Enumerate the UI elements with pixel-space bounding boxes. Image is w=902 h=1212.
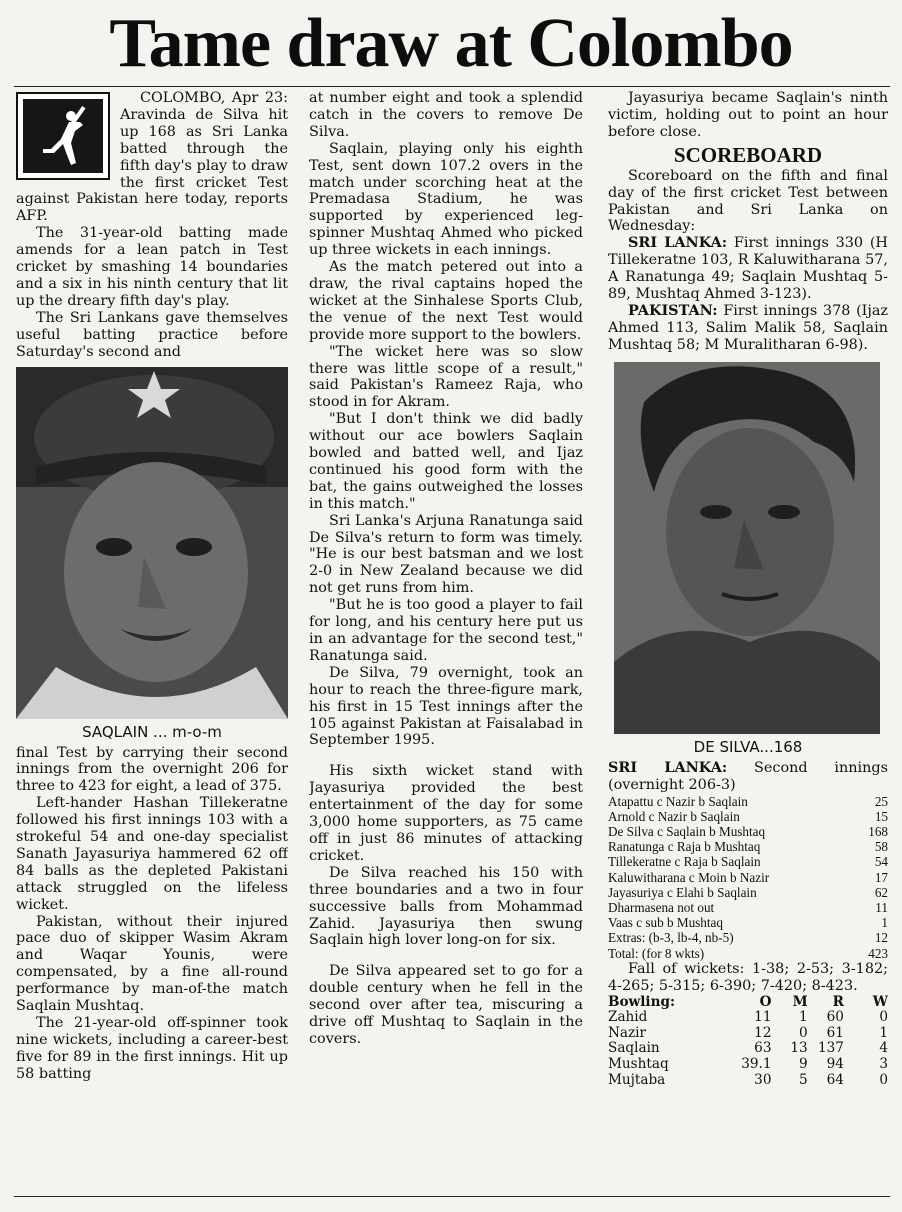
- batting-row: [608, 900, 888, 915]
- batting-row: [608, 870, 888, 885]
- runs-conceded: 64: [826, 1071, 844, 1088]
- bowling-label: Bowling:: [608, 993, 675, 1010]
- paragraph: Sri Lanka's Arjuna Ranatunga said De Silva's return to form was timely. "He is our best batsman and we lost 2-0 in New Zealand because we did not get runs from him.: [309, 512, 583, 597]
- batting-scorecard: [608, 794, 888, 961]
- batsman-entry: Tillekeratne c Raja b Saqlain: [608, 854, 761, 870]
- batsman-entry: Arnold c Nazir b Saqlain: [608, 808, 740, 824]
- paragraph: De Silva appeared set to go for a double century when he fell in the second over after tea, miscuring a drive off Mushtaq to Saqlain in the covers.: [309, 963, 583, 1047]
- overs: 12: [754, 1024, 772, 1041]
- paragraph: COLOMBO, Apr 23: Aravinda de Silva hit up 168 as Sri Lanka batted through the fifth day's play to draw the first cricket Test against Pakistan here today, reports AFP.: [16, 90, 288, 225]
- column-1: [16, 90, 288, 1194]
- paragraph: at number eight and took a splendid catch in the covers to remove De Silva.: [309, 90, 583, 140]
- wickets: 4: [879, 1040, 888, 1057]
- runs: 168: [868, 823, 888, 839]
- batsman-entry: Kaluwitharana c Moin b Nazir: [608, 869, 770, 885]
- bowling-figures: [608, 995, 888, 1089]
- innings-summary: Second innings (overnight 206-3): [608, 759, 888, 793]
- wickets: 0: [879, 1009, 888, 1026]
- maidens: 13: [790, 1040, 808, 1057]
- overs: 30: [754, 1071, 772, 1088]
- runs: 62: [874, 884, 888, 900]
- runs: 54: [874, 854, 888, 870]
- wickets: 0: [879, 1071, 888, 1088]
- maidens-header: M: [792, 993, 808, 1010]
- overs: 63: [754, 1040, 772, 1057]
- runs: 1: [881, 915, 888, 931]
- bottom-rule: [14, 1196, 890, 1197]
- maidens: 1: [799, 1009, 808, 1026]
- runs: 423: [868, 945, 888, 961]
- batting-row: [608, 839, 888, 854]
- bowling-header-row: [608, 995, 888, 1011]
- paragraph: final Test by carrying their second innings from the overnight 206 for three to 423 for eight, a lead of 375.: [16, 744, 288, 795]
- paragraph: "The wicket here was so slow there was little scope of a result," said Pakistan's Rameez Raja, who stood in for Akram.: [309, 343, 583, 411]
- batting-row: [608, 930, 888, 945]
- bowler-name: Nazir: [608, 1024, 647, 1041]
- bowler-name: Zahid: [608, 1009, 648, 1026]
- batsman-entry: Jayasuriya c Elahi b Saqlain: [608, 884, 757, 900]
- runs-conceded: 61: [826, 1024, 844, 1041]
- scoreboard-heading: SCOREBOARD: [673, 142, 823, 167]
- paragraph: Jayasuriya became Saqlain's ninth victim, holding out to point an hour before close.: [608, 90, 888, 140]
- batting-row: [608, 946, 888, 961]
- maidens: 5: [799, 1071, 808, 1088]
- pakistan-first-innings: [608, 303, 888, 354]
- batting-row: [608, 915, 888, 930]
- runs: 11: [875, 899, 888, 915]
- runs-conceded: 137: [817, 1040, 844, 1057]
- bowling-row: [608, 1010, 888, 1026]
- top-rule: [14, 86, 890, 87]
- paragraph: "But I don't think we did badly without our ace bowlers Saqlain bowled and batted well, and Ijaz continued his good form with the bat, the gains outweighed the losses in this match.": [309, 411, 583, 512]
- batting-row: [608, 885, 888, 900]
- paragraph: De Silva reached his 150 with three boundaries and a two in four successive balls from Mohammad Zahid. Jayasuriya then swung Saqlain high lover long-on for six.: [309, 864, 583, 949]
- batsman-entry: Extras: (b-3, lb-4, nb-5): [608, 930, 734, 946]
- bowling-row: [608, 1041, 888, 1057]
- paragraph: Pakistan, without their injured pace duo of skipper Wasim Akram and Waqar Younis, were compensated, by a fine all-round performance by man-of-the match Saqlain Mushtaq.: [16, 913, 288, 1015]
- wickets: 3: [879, 1055, 888, 1072]
- bowling-row: [608, 1026, 888, 1042]
- batsman-entry: Atapattu c Nazir b Saqlain: [608, 793, 748, 809]
- batsman-entry: De Silva c Saqlain b Mushtaq: [608, 823, 766, 839]
- runs: 58: [874, 839, 888, 855]
- sri-lanka-second-innings: [608, 760, 888, 794]
- overs-header: O: [759, 993, 772, 1010]
- batting-row: [608, 854, 888, 869]
- wickets: 1: [879, 1024, 888, 1041]
- paragraph: "But he is too good a player to fail for long, and his century here put us in an advantage for the second test," Ranatunga said.: [309, 597, 583, 664]
- batsman-entry: Ranatunga c Raja b Mushtaq: [608, 839, 761, 855]
- batsman-entry: Vaas c sub b Mushtaq: [608, 915, 724, 931]
- column-2: [309, 90, 583, 1194]
- paragraph: Scoreboard on the fifth and final day of the first cricket Test between Pakistan and Sri Lanka on Wednesday:: [608, 167, 888, 235]
- runs-conceded: 60: [826, 1009, 844, 1026]
- paragraph: His sixth wicket stand with Jayasuriya provided the best entertainment of the day for some 3,000 home supporters, as 75 came off in just 86 minutes of attacking cricket.: [309, 763, 583, 864]
- cricket-batsman-icon: [16, 92, 110, 180]
- team-label: SRI LANKA:: [608, 758, 728, 776]
- photo-caption: DE SILVA...168: [693, 737, 803, 756]
- paragraph: The 21-year-old off-spinner took nine wickets, including a career-best five for 89 in the first innings. Hit up 58 batting: [16, 1015, 288, 1082]
- batsman-entry: Dharmasena not out: [608, 899, 715, 915]
- headline: Tame draw at Colombo: [109, 5, 793, 82]
- paragraph: As the match petered out into a draw, the rival captains hoped the wicket at the Sinhalese Sports Club, the venue of the next Test would provide more support to the bowlers.: [309, 259, 583, 343]
- runs-conceded: 94: [826, 1055, 844, 1072]
- innings-summary: First innings 330 (H Tillekeratne 103, R Kaluwitharana 57, A Ranatunga 49; Saqlain Mushtaq 5-89, Mushtaq Ahmed 3-123).: [608, 235, 888, 303]
- batting-row: [608, 794, 888, 809]
- team-label: PAKISTAN:: [628, 301, 718, 319]
- saqlain-photo: [16, 367, 288, 719]
- paragraph: Left-hander Hashan Tillekeratne followed his first innings 103 with a strokeful 54 and one-day specialist Sanath Jayasuriya hammered 62 off 84 balls as the depleted Pakistani attack struggled on the lifeless wicket.: [16, 795, 288, 913]
- runs: 17: [874, 869, 888, 885]
- runs: 15: [874, 808, 888, 824]
- runs: 25: [874, 793, 888, 809]
- paragraph: The 31-year-old batting made amends for a lean patch in Test cricket by smashing 14 boundaries and a six in his ninth century that lit up the dreary fifth day's play.: [16, 225, 288, 309]
- batting-row: [608, 809, 888, 824]
- bowling-row: [608, 1073, 888, 1089]
- innings-summary: First innings 378 (Ijaz Ahmed 113, Salim Malik 58, Saqlain Mushtaq 58; M Muralitharan 6-98).: [608, 302, 888, 353]
- batsman-entry: Total: (for 8 wkts): [608, 945, 705, 961]
- photo-caption: SAQLAIN ... m-o-m: [82, 722, 222, 741]
- bowler-name: Mujtaba: [608, 1071, 666, 1088]
- bowler-name: Mushtaq: [608, 1055, 669, 1072]
- maidens: 9: [799, 1055, 808, 1072]
- runs: 12: [874, 930, 888, 946]
- overs: 39.1: [741, 1055, 772, 1072]
- de-silva-photo: [614, 362, 880, 734]
- bowling-row: [608, 1057, 888, 1073]
- runs-header: R: [832, 993, 844, 1010]
- fall-of-wickets: Fall of wickets: 1-38; 2-53; 3-182; 4-265; 5-315; 6-390; 7-420; 8-423.: [608, 960, 888, 994]
- overs: 11: [754, 1009, 772, 1026]
- paragraph: The Sri Lankans gave themselves useful batting practice before Saturday's second and: [16, 309, 288, 360]
- team-label: SRI LANKA:: [628, 234, 728, 252]
- paragraph: De Silva, 79 overnight, took an hour to reach the three-figure mark, his first in 15 Test innings after the 105 against Pakistan at Faisalabad in September 1995.: [309, 664, 583, 749]
- maidens: 0: [799, 1024, 808, 1041]
- wickets-header: W: [872, 993, 888, 1010]
- sri-lanka-first-innings: [608, 235, 888, 303]
- paragraph: Saqlain, playing only his eighth Test, sent down 107.2 overs in the match under scorching heat at the Premadasa Stadium, he was supported by experienced leg-spinner Mushtaq Ahmed who picked up three wickets in each innings.: [309, 140, 583, 259]
- bowler-name: Saqlain: [608, 1040, 660, 1057]
- batting-row: [608, 824, 888, 839]
- column-3: [608, 90, 888, 1194]
